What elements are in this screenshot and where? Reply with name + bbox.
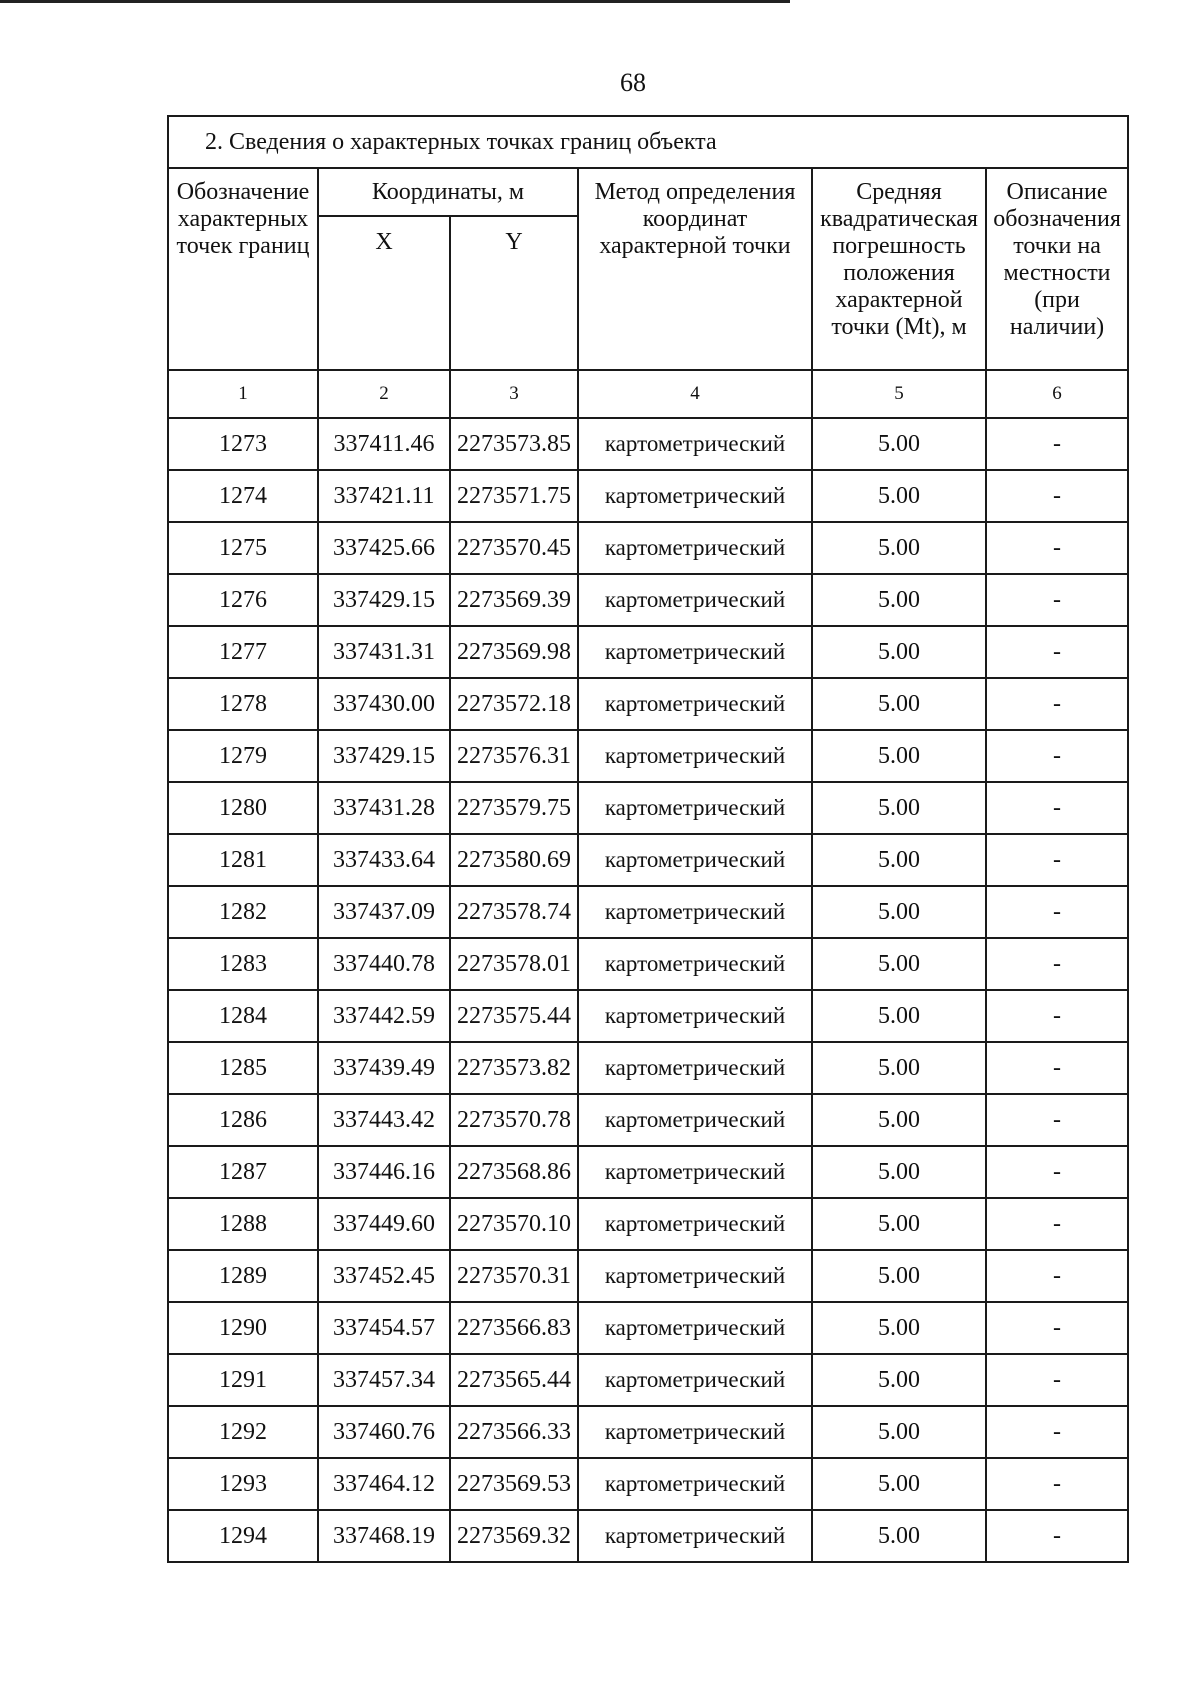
description-cell: - xyxy=(986,574,1128,626)
table-row xyxy=(168,1354,1128,1406)
y-coordinate-cell: 2273576.31 xyxy=(450,730,578,782)
method-cell: картометрический xyxy=(578,522,812,574)
description-cell: - xyxy=(986,470,1128,522)
y-coordinate-cell: 2273569.98 xyxy=(450,626,578,678)
method-cell: картометрический xyxy=(578,1406,812,1458)
method-cell: картометрический xyxy=(578,1198,812,1250)
header-designation: Обозначение характерных точек границ xyxy=(168,168,318,370)
x-coordinate-cell: 337468.19 xyxy=(318,1510,450,1562)
table-row xyxy=(168,574,1128,626)
point-id-cell: 1278 xyxy=(168,678,318,730)
table-row xyxy=(168,418,1128,470)
x-coordinate-cell: 337442.59 xyxy=(318,990,450,1042)
table-row xyxy=(168,1250,1128,1302)
column-number: 6 xyxy=(986,370,1128,418)
description-cell: - xyxy=(986,1146,1128,1198)
point-id-cell: 1289 xyxy=(168,1250,318,1302)
error-cell: 5.00 xyxy=(812,1042,986,1094)
y-coordinate-cell: 2273578.01 xyxy=(450,938,578,990)
header-error: Средняя квадратическая погрешность положения характерной точки (Mt), м xyxy=(812,168,986,370)
x-coordinate-cell: 337464.12 xyxy=(318,1458,450,1510)
x-coordinate-cell: 337421.11 xyxy=(318,470,450,522)
point-id-cell: 1285 xyxy=(168,1042,318,1094)
table-row xyxy=(168,1198,1128,1250)
point-id-cell: 1287 xyxy=(168,1146,318,1198)
y-coordinate-cell: 2273565.44 xyxy=(450,1354,578,1406)
y-coordinate-cell: 2273569.53 xyxy=(450,1458,578,1510)
x-coordinate-cell: 337425.66 xyxy=(318,522,450,574)
method-cell: картометрический xyxy=(578,418,812,470)
y-coordinate-cell: 2273573.82 xyxy=(450,1042,578,1094)
method-cell: картометрический xyxy=(578,470,812,522)
point-id-cell: 1279 xyxy=(168,730,318,782)
description-cell: - xyxy=(986,1458,1128,1510)
boundary-points-table xyxy=(167,115,1129,1563)
x-coordinate-cell: 337446.16 xyxy=(318,1146,450,1198)
description-cell: - xyxy=(986,938,1128,990)
point-id-cell: 1288 xyxy=(168,1198,318,1250)
error-cell: 5.00 xyxy=(812,1302,986,1354)
table-row xyxy=(168,470,1128,522)
description-cell: - xyxy=(986,886,1128,938)
error-cell: 5.00 xyxy=(812,574,986,626)
description-cell: - xyxy=(986,678,1128,730)
point-id-cell: 1283 xyxy=(168,938,318,990)
header-description: Описание обозначения точки на местности (при наличии) xyxy=(986,168,1128,370)
point-id-cell: 1284 xyxy=(168,990,318,1042)
point-id-cell: 1276 xyxy=(168,574,318,626)
table-row xyxy=(168,678,1128,730)
table-row xyxy=(168,626,1128,678)
method-cell: картометрический xyxy=(578,574,812,626)
table-row xyxy=(168,1458,1128,1510)
table-row xyxy=(168,1406,1128,1458)
y-coordinate-cell: 2273580.69 xyxy=(450,834,578,886)
error-cell: 5.00 xyxy=(812,1458,986,1510)
method-cell: картометрический xyxy=(578,938,812,990)
point-id-cell: 1291 xyxy=(168,1354,318,1406)
description-cell: - xyxy=(986,1250,1128,1302)
method-cell: картометрический xyxy=(578,1354,812,1406)
method-cell: картометрический xyxy=(578,834,812,886)
y-coordinate-cell: 2273566.33 xyxy=(450,1406,578,1458)
error-cell: 5.00 xyxy=(812,418,986,470)
y-coordinate-cell: 2273578.74 xyxy=(450,886,578,938)
point-id-cell: 1292 xyxy=(168,1406,318,1458)
table-row xyxy=(168,1094,1128,1146)
x-coordinate-cell: 337452.45 xyxy=(318,1250,450,1302)
y-coordinate-cell: 2273570.78 xyxy=(450,1094,578,1146)
x-coordinate-cell: 337460.76 xyxy=(318,1406,450,1458)
y-coordinate-cell: 2273569.32 xyxy=(450,1510,578,1562)
point-id-cell: 1282 xyxy=(168,886,318,938)
method-cell: картометрический xyxy=(578,990,812,1042)
x-coordinate-cell: 337429.15 xyxy=(318,730,450,782)
description-cell: - xyxy=(986,418,1128,470)
header-y: Y xyxy=(450,216,578,370)
description-cell: - xyxy=(986,1406,1128,1458)
point-id-cell: 1286 xyxy=(168,1094,318,1146)
x-coordinate-cell: 337443.42 xyxy=(318,1094,450,1146)
method-cell: картометрический xyxy=(578,626,812,678)
error-cell: 5.00 xyxy=(812,1198,986,1250)
error-cell: 5.00 xyxy=(812,834,986,886)
error-cell: 5.00 xyxy=(812,1250,986,1302)
description-cell: - xyxy=(986,990,1128,1042)
description-cell: - xyxy=(986,1354,1128,1406)
x-coordinate-cell: 337429.15 xyxy=(318,574,450,626)
description-cell: - xyxy=(986,1094,1128,1146)
description-cell: - xyxy=(986,1302,1128,1354)
point-id-cell: 1293 xyxy=(168,1458,318,1510)
description-cell: - xyxy=(986,626,1128,678)
column-number: 1 xyxy=(168,370,318,418)
error-cell: 5.00 xyxy=(812,678,986,730)
page-number: 68 xyxy=(620,68,646,97)
section-title: 2. Сведения о характерных точках границ объекта xyxy=(168,116,1128,168)
point-id-cell: 1277 xyxy=(168,626,318,678)
error-cell: 5.00 xyxy=(812,782,986,834)
error-cell: 5.00 xyxy=(812,626,986,678)
y-coordinate-cell: 2273575.44 xyxy=(450,990,578,1042)
table-row xyxy=(168,990,1128,1042)
y-coordinate-cell: 2273573.85 xyxy=(450,418,578,470)
error-cell: 5.00 xyxy=(812,886,986,938)
table-row xyxy=(168,834,1128,886)
method-cell: картометрический xyxy=(578,886,812,938)
error-cell: 5.00 xyxy=(812,990,986,1042)
error-cell: 5.00 xyxy=(812,522,986,574)
method-cell: картометрический xyxy=(578,678,812,730)
method-cell: картометрический xyxy=(578,782,812,834)
x-coordinate-cell: 337457.34 xyxy=(318,1354,450,1406)
table-row xyxy=(168,782,1128,834)
header-method: Метод определения координат характерной точки xyxy=(578,168,812,370)
table-row xyxy=(168,730,1128,782)
error-cell: 5.00 xyxy=(812,1510,986,1562)
y-coordinate-cell: 2273579.75 xyxy=(450,782,578,834)
method-cell: картометрический xyxy=(578,1042,812,1094)
x-coordinate-cell: 337439.49 xyxy=(318,1042,450,1094)
y-coordinate-cell: 2273569.39 xyxy=(450,574,578,626)
table-row xyxy=(168,1302,1128,1354)
column-number: 5 xyxy=(812,370,986,418)
y-coordinate-cell: 2273571.75 xyxy=(450,470,578,522)
error-cell: 5.00 xyxy=(812,730,986,782)
x-coordinate-cell: 337440.78 xyxy=(318,938,450,990)
description-cell: - xyxy=(986,782,1128,834)
column-number: 2 xyxy=(318,370,450,418)
y-coordinate-cell: 2273570.10 xyxy=(450,1198,578,1250)
x-coordinate-cell: 337437.09 xyxy=(318,886,450,938)
description-cell: - xyxy=(986,730,1128,782)
table-row xyxy=(168,1510,1128,1562)
y-coordinate-cell: 2273566.83 xyxy=(450,1302,578,1354)
method-cell: картометрический xyxy=(578,1302,812,1354)
description-cell: - xyxy=(986,522,1128,574)
error-cell: 5.00 xyxy=(812,470,986,522)
y-coordinate-cell: 2273572.18 xyxy=(450,678,578,730)
column-number: 4 xyxy=(578,370,812,418)
error-cell: 5.00 xyxy=(812,1406,986,1458)
table-row xyxy=(168,522,1128,574)
method-cell: картометрический xyxy=(578,1458,812,1510)
table-row xyxy=(168,938,1128,990)
x-coordinate-cell: 337454.57 xyxy=(318,1302,450,1354)
table-row xyxy=(168,1042,1128,1094)
table-row xyxy=(168,1146,1128,1198)
header-coordinates: Координаты, м xyxy=(318,168,578,216)
point-id-cell: 1280 xyxy=(168,782,318,834)
table-row xyxy=(168,886,1128,938)
method-cell: картометрический xyxy=(578,1510,812,1562)
description-cell: - xyxy=(986,1042,1128,1094)
point-id-cell: 1273 xyxy=(168,418,318,470)
error-cell: 5.00 xyxy=(812,1094,986,1146)
error-cell: 5.00 xyxy=(812,938,986,990)
x-coordinate-cell: 337430.00 xyxy=(318,678,450,730)
error-cell: 5.00 xyxy=(812,1354,986,1406)
point-id-cell: 1275 xyxy=(168,522,318,574)
method-cell: картометрический xyxy=(578,1250,812,1302)
description-cell: - xyxy=(986,1510,1128,1562)
description-cell: - xyxy=(986,834,1128,886)
method-cell: картометрический xyxy=(578,730,812,782)
method-cell: картометрический xyxy=(578,1094,812,1146)
error-cell: 5.00 xyxy=(812,1146,986,1198)
x-coordinate-cell: 337449.60 xyxy=(318,1198,450,1250)
point-id-cell: 1274 xyxy=(168,470,318,522)
x-coordinate-cell: 337431.28 xyxy=(318,782,450,834)
description-cell: - xyxy=(986,1198,1128,1250)
y-coordinate-cell: 2273570.31 xyxy=(450,1250,578,1302)
x-coordinate-cell: 337431.31 xyxy=(318,626,450,678)
method-cell: картометрический xyxy=(578,1146,812,1198)
top-scan-border xyxy=(0,0,790,3)
x-coordinate-cell: 337411.46 xyxy=(318,418,450,470)
point-id-cell: 1281 xyxy=(168,834,318,886)
y-coordinate-cell: 2273568.86 xyxy=(450,1146,578,1198)
header-x: X xyxy=(318,216,450,370)
x-coordinate-cell: 337433.64 xyxy=(318,834,450,886)
table-body xyxy=(168,418,1128,1562)
column-number: 3 xyxy=(450,370,578,418)
point-id-cell: 1290 xyxy=(168,1302,318,1354)
y-coordinate-cell: 2273570.45 xyxy=(450,522,578,574)
point-id-cell: 1294 xyxy=(168,1510,318,1562)
